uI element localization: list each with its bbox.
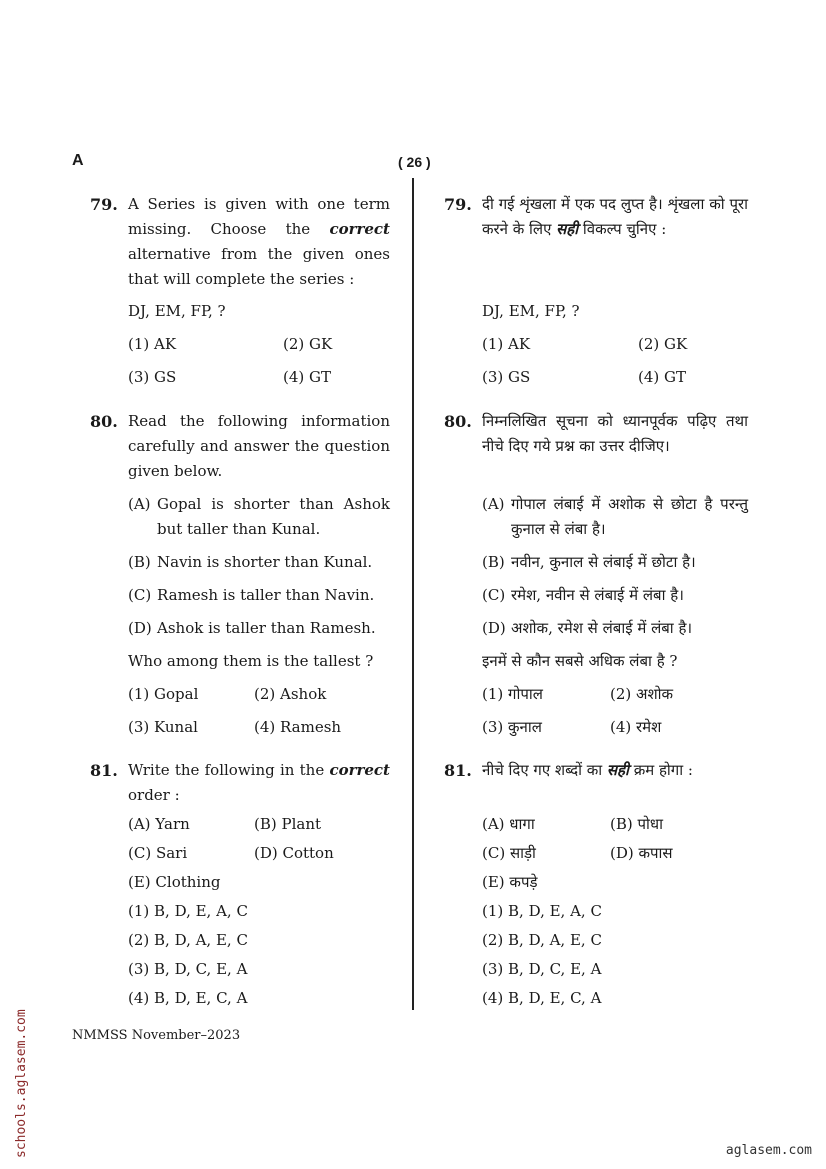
- sub-question: Who among them is the tallest ?: [128, 652, 374, 670]
- option: (1) B, D, E, A, C: [482, 902, 602, 920]
- statement-text: रमेश, नवीन से लंबाई में लंबा है।: [511, 586, 684, 604]
- english-column: [0, 0, 413, 1010]
- statement-label: (A): [482, 495, 505, 513]
- item: (A) Yarn: [128, 815, 190, 833]
- option: (1) Gopal: [128, 685, 199, 703]
- option: (2) B, D, A, E, C: [482, 931, 602, 949]
- letter-series: DJ, EM, FP, ?: [482, 302, 580, 320]
- option: (2) GK: [638, 335, 688, 353]
- question-number: 79.: [90, 195, 118, 214]
- option: (4) रमेश: [610, 718, 662, 736]
- page-number: ( 26 ): [398, 154, 431, 170]
- option: (4) B, D, E, C, A: [482, 989, 602, 1007]
- option: (1) B, D, E, A, C: [128, 902, 248, 920]
- statement-text: Ashok is taller than Ramesh.: [157, 619, 376, 637]
- question-number: 80.: [444, 412, 472, 431]
- option: (2) Ashok: [254, 685, 327, 703]
- statement-text: Gopal is shorter than Ashok but taller than Kunal.: [157, 495, 390, 538]
- statement-label: (D): [482, 619, 506, 637]
- question-text-part: alternative from the given ones that will complete the series :: [128, 245, 390, 288]
- question-number: 81.: [444, 761, 472, 780]
- question-text-part: Write the following in the: [128, 761, 330, 779]
- question-text: [482, 192, 748, 242]
- hindi-column: [414, 0, 826, 1010]
- statement-label: (C): [482, 586, 506, 604]
- option: (2) GK: [283, 335, 333, 353]
- emphasis-word: सही: [606, 761, 629, 779]
- option: (3) B, D, C, E, A: [482, 960, 602, 978]
- item: (A) धागा: [482, 815, 535, 833]
- question-text-part: विकल्प चुनिए :: [578, 220, 667, 238]
- option: (4) GT: [283, 368, 332, 386]
- option: (2) B, D, A, E, C: [128, 931, 248, 949]
- item: (D) Cotton: [254, 844, 334, 862]
- option: (1) AK: [128, 335, 177, 353]
- question-text: [482, 758, 748, 783]
- emphasis-word: correct: [329, 761, 390, 779]
- question-text-part: order :: [128, 786, 180, 804]
- option: (1) AK: [482, 335, 531, 353]
- statement-label: (D): [128, 619, 152, 637]
- option: (3) B, D, C, E, A: [128, 960, 248, 978]
- statement-label: (A): [128, 495, 151, 513]
- statement-text: Navin is shorter than Kunal.: [157, 553, 373, 571]
- emphasis-word: correct: [329, 220, 390, 238]
- question-text: [128, 192, 390, 292]
- corner-watermark: aglasem.com: [725, 1143, 812, 1158]
- question-text: Read the following information carefully and answer the question given below.: [128, 412, 390, 480]
- question-number: 80.: [90, 412, 118, 431]
- set-code: A: [72, 152, 84, 169]
- sub-question: इनमें से कौन सबसे अधिक लंबा है ?: [482, 652, 678, 670]
- option: (1) गोपाल: [482, 685, 543, 703]
- emphasis-word: सही: [556, 220, 579, 238]
- option: (3) GS: [482, 368, 531, 386]
- statement-text: Ramesh is taller than Navin.: [157, 586, 375, 604]
- exam-footer: NMMSS November–2023: [72, 1028, 241, 1043]
- question-text: [128, 758, 390, 808]
- item: (E) कपड़े: [482, 873, 538, 891]
- question-text-part: दी गई शृंखला में एक पद लुप्त है। शृंखला को पूरा करने के लिए: [482, 195, 748, 238]
- option: (3) कुनाल: [482, 718, 542, 736]
- question-text-part: नीचे दिए गए शब्दों का: [482, 761, 607, 779]
- question-text-part: A Series is given with one term missing. Choose the: [128, 195, 390, 238]
- item: (E) Clothing: [128, 873, 221, 891]
- letter-series: DJ, EM, FP, ?: [128, 302, 226, 320]
- statement-label: (C): [128, 586, 152, 604]
- question-number: 81.: [90, 761, 118, 780]
- statement-label: (B): [482, 553, 505, 571]
- statement-text: नवीन, कुनाल से लंबाई में छोटा है।: [511, 553, 696, 571]
- item: (D) कपास: [610, 844, 673, 862]
- statement-text: गोपाल लंबाई में अशोक से छोटा है परन्तु कुनाल से लंबा है।: [511, 495, 748, 538]
- statement-text: अशोक, रमेश से लंबाई में लंबा है।: [511, 619, 693, 637]
- statement-label: (B): [128, 553, 151, 571]
- item: (B) Plant: [254, 815, 322, 833]
- option: (3) GS: [128, 368, 177, 386]
- option: (2) अशोक: [610, 685, 674, 703]
- item: (C) Sari: [128, 844, 188, 862]
- question-text: निम्नलिखित सूचना को ध्यानपूर्वक पढ़िए तथा नीचे दिए गये प्रश्न का उत्तर दीजिए।: [482, 412, 748, 455]
- side-watermark: schools.aglasem.com: [14, 1009, 29, 1158]
- option: (4) GT: [638, 368, 687, 386]
- option: (4) Ramesh: [254, 718, 342, 736]
- item: (B) पोधा: [610, 815, 664, 833]
- option: (4) B, D, E, C, A: [128, 989, 248, 1007]
- option: (3) Kunal: [128, 718, 198, 736]
- question-number: 79.: [444, 195, 472, 214]
- question-text-part: क्रम होगा :: [628, 761, 693, 779]
- item: (C) साड़ी: [482, 844, 536, 862]
